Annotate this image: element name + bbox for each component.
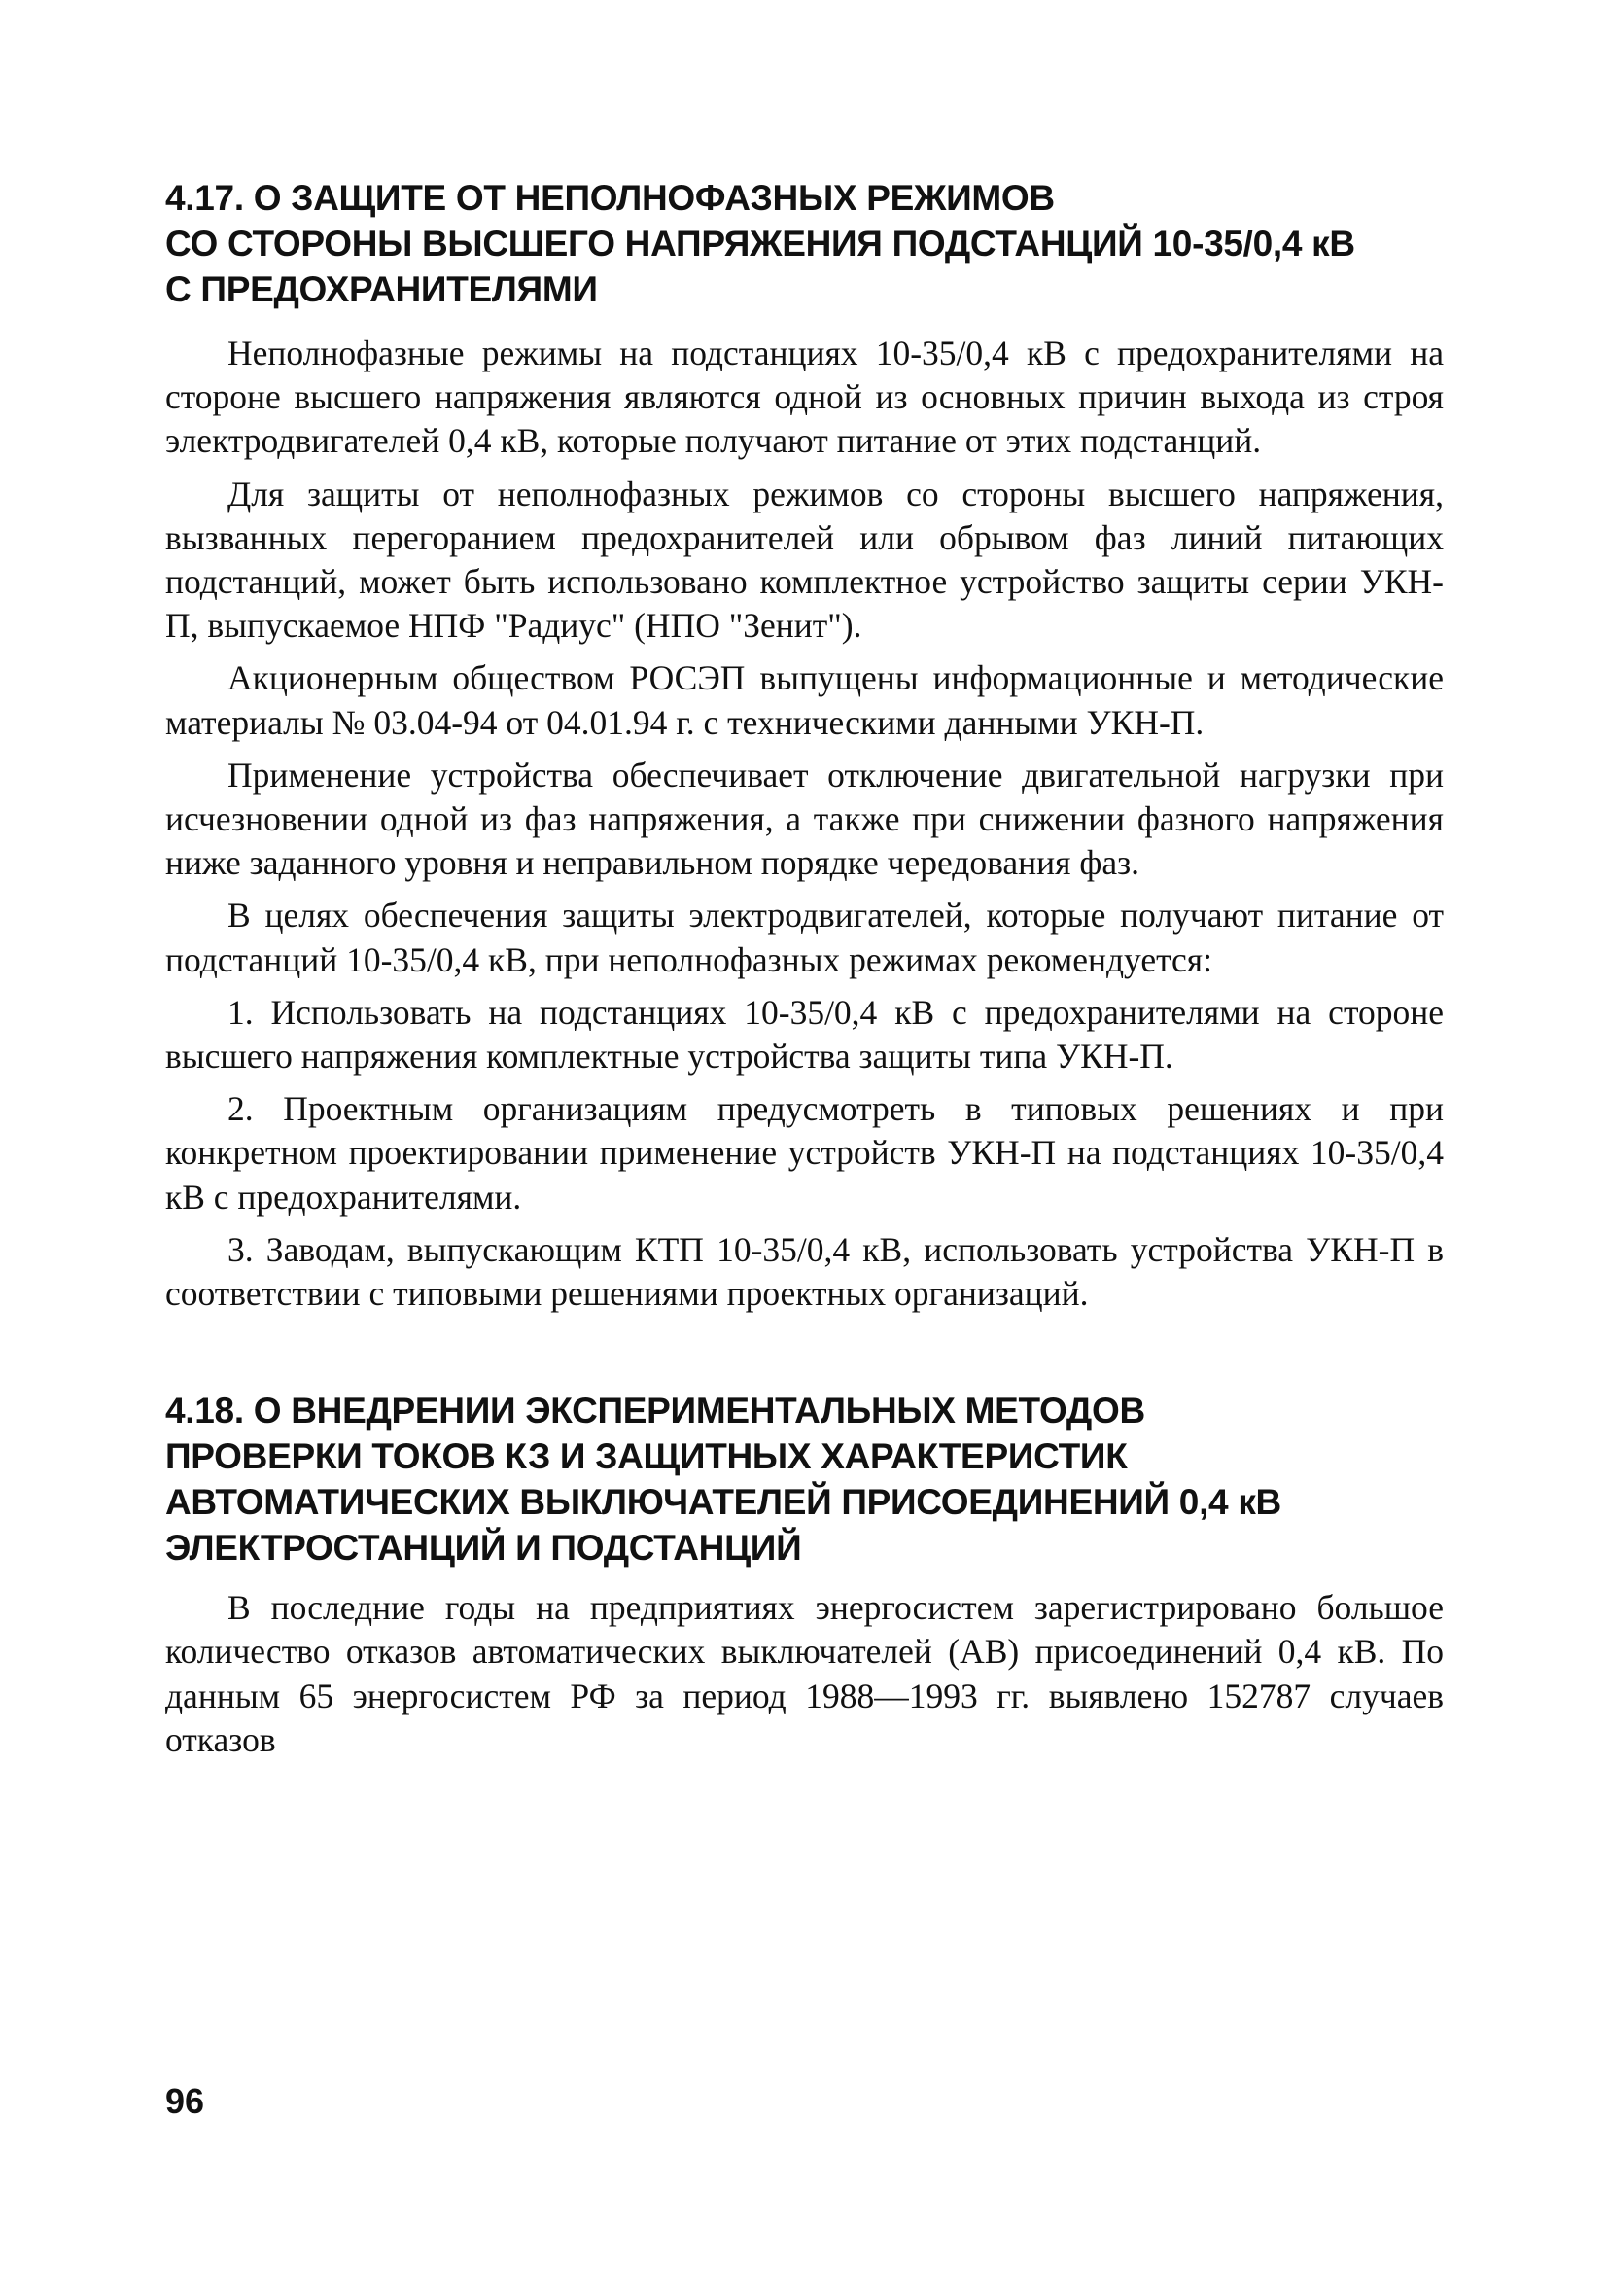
heading-line: С ПРЕДОХРАНИТЕЛЯМИ (165, 269, 598, 309)
heading-line: ПРОВЕРКИ ТОКОВ КЗ И ЗАЩИТНЫХ ХАРАКТЕРИСТИК (165, 1436, 1128, 1477)
paragraph: Применение устройства обеспечивает отключение двигательной нагрузки при исчезновении одной из фаз напряжения, а также при снижении фазного напряжения ниже заданного уровня и неправильном порядке чередования фаз. (165, 755, 1444, 883)
paragraph: Неполнофазные режимы на подстанциях 10-35/0,4 кВ с предохранителями на стороне высшего напряжения являются одной из основных причин выхода из строя электродвигателей 0,4 кВ, которые получают питание от этих подстанций. (165, 334, 1444, 461)
page-content (165, 175, 1444, 1771)
list-item-text: Заводам, выпускающим КТП 10-35/0,4 кВ, использовать устройства УКН-П в соответствии с типовыми решениями проектных организаций. (165, 1229, 1444, 1314)
paragraph: Акционерным обществом РОСЭП выпущены информационные и методические материалы № 03.04-94 от 04.01.94 г. с техническими данными УКН-П. (165, 658, 1444, 742)
list-item-text: Использовать на подстанциях 10-35/0,4 кВ с предохранителями на стороне высшего напряжения комплектные устройства защиты типа УКН-П. (165, 992, 1444, 1077)
paragraph: Для защиты от неполнофазных режимов со стороны высшего напряжения, вызванных перегоранием предохранителей или обрывом фаз линий питающих подстанций, может быть использовано комплектное устройство защиты серии УКН-П, выпускаемое НПФ "Радиус" (НПО "Зенит"). (165, 474, 1444, 646)
heading-line: СО СТОРОНЫ ВЫСШЕГО НАПРЯЖЕНИЯ ПОДСТАНЦИЙ 10-35/0,4 кВ (165, 224, 1355, 264)
heading-line: 4.18. О ВНЕДРЕНИИ ЭКСПЕРИМЕНТАЛЬНЫХ МЕТОДОВ (165, 1391, 1145, 1431)
section-heading-4-17 (165, 175, 1444, 312)
section-heading-4-18 (165, 1388, 1444, 1571)
paragraph: В последние годы на предприятиях энергосистем зарегистрировано большое количество отказов автоматических выключателей (АВ) присоединений 0,4 кВ. По данным 65 энергосистем РФ за период 1988—1993 гг. выявлено 152787 случаев отказов (165, 1588, 1444, 1759)
list-item-number: 2. (227, 1089, 254, 1129)
heading-line: 4.17. О ЗАЩИТЕ ОТ НЕПОЛНОФАЗНЫХ РЕЖИМОВ (165, 178, 1055, 218)
list-item-text: Проектным организациям предусмотреть в типовых решениях и при конкретном проектировании применение устройств УКН-П на подстанциях 10-35/0,4 кВ с предохранителями. (165, 1089, 1444, 1217)
list-item (165, 1228, 1444, 1316)
list-item-number: 3. (227, 1229, 254, 1269)
page-number: 96 (165, 2081, 205, 2121)
list-item-number: 1. (227, 992, 254, 1032)
heading-line: АВТОМАТИЧЕСКИХ ВЫКЛЮЧАТЕЛЕЙ ПРИСОЕДИНЕНИЙ 0,4 кВ (165, 1482, 1281, 1523)
list-item (165, 1087, 1444, 1219)
paragraph: В целях обеспечения защиты электродвигателей, которые получают питание от подстанций 10-35/0,4 кВ, при неполнофазных режимах рекомендуется: (165, 896, 1444, 979)
list-item (165, 991, 1444, 1078)
heading-line: ЭЛЕКТРОСТАНЦИЙ И ПОДСТАНЦИЙ (165, 1528, 802, 1569)
